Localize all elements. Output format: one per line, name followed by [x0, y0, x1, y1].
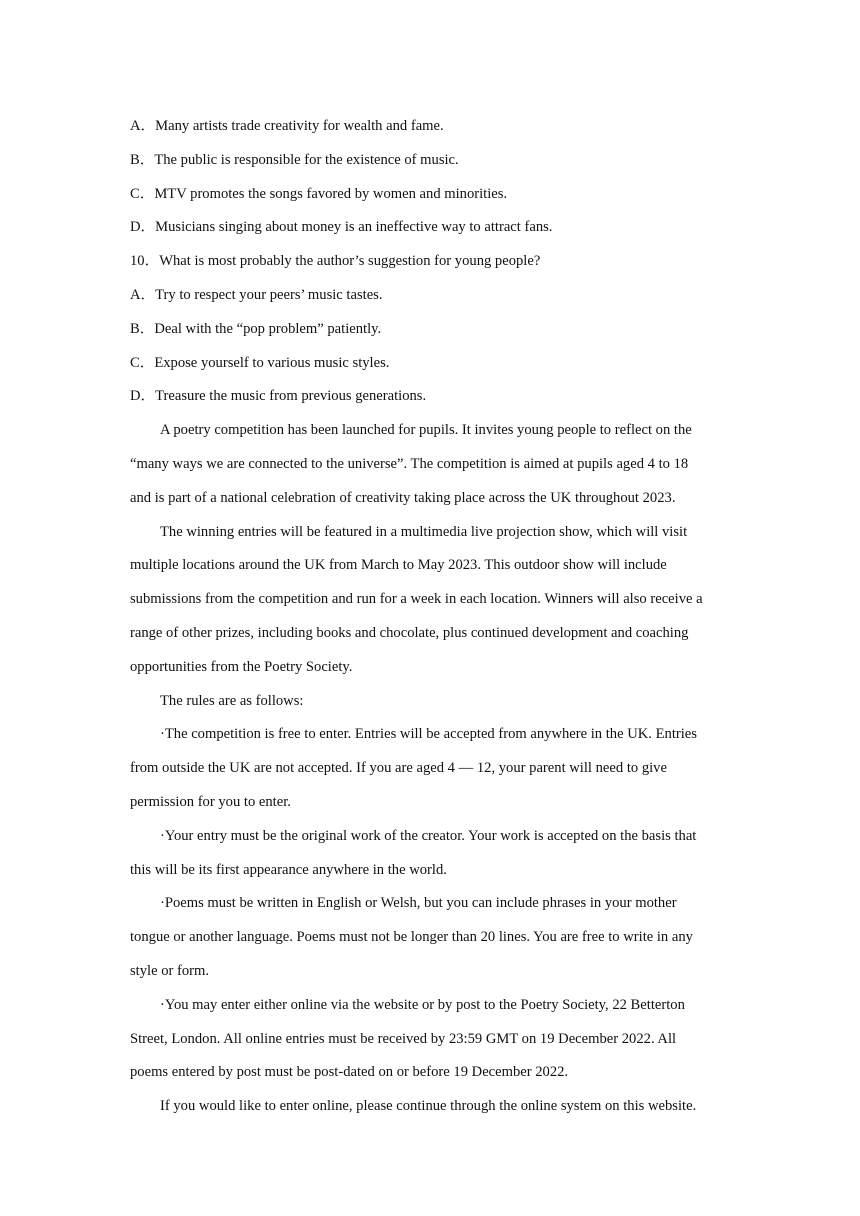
text-line: opportunities from the Poetry Society.: [130, 658, 353, 675]
text-line: and is part of a national celebration of creativity taking place across the UK throughout 2023.: [130, 489, 676, 506]
option-b: B．The public is responsible for the existence of music.: [130, 151, 459, 168]
text-line: submissions from the competition and run for a week in each location. Winners will also receive a: [130, 591, 703, 608]
text-line: from outside the UK are not accepted. If you are aged 4 — 12, your parent will need to give: [130, 760, 667, 777]
text-line: this will be its first appearance anywhere in the world.: [130, 861, 447, 878]
rule-4: [130, 989, 730, 1090]
rule-3: [130, 887, 730, 988]
question-10-stem: 10．What is most probably the author’s suggestion for young people?: [130, 253, 541, 270]
text-line: ·Poems must be written in English or Welsh, but you can include phrases in your mother: [160, 895, 677, 912]
option-b: B．Deal with the “pop problem” patiently.: [130, 320, 382, 337]
document-content: [130, 110, 730, 1124]
passage-paragraph-2: [130, 516, 730, 685]
text-line: ·The competition is free to enter. Entries will be accepted from anywhere in the UK. Entries: [160, 726, 697, 743]
option-d: D．Musicians singing about money is an ineffective way to attract fans.: [130, 219, 553, 236]
rule-2: [130, 820, 730, 888]
text-line: style or form.: [130, 962, 210, 979]
text-line: permission for you to enter.: [130, 793, 291, 810]
text-line: ·Your entry must be the original work of the creator. Your work is accepted on the basis that: [160, 827, 697, 844]
option-a: A．Try to respect your peers’ music tastes.: [130, 286, 383, 303]
option-d: D．Treasure the music from previous generations.: [130, 388, 427, 405]
passage-paragraph-1: [130, 414, 730, 515]
question-10: [130, 245, 730, 414]
option-c: C．MTV promotes the songs favored by women and minorities.: [130, 185, 508, 202]
text-line: “many ways we are connected to the universe”. The competition is aimed at pupils aged 4 to 18: [130, 455, 689, 472]
text-line: tongue or another language. Poems must not be longer than 20 lines. You are free to write in any: [130, 929, 693, 946]
text-line: poems entered by post must be post-dated on or before 19 December 2022.: [130, 1064, 569, 1081]
text-line: range of other prizes, including books and chocolate, plus continued development and coaching: [130, 624, 689, 641]
option-a: A．Many artists trade creativity for wealth and fame.: [130, 118, 444, 134]
rule-1: [130, 718, 730, 819]
closing-line: If you would like to enter online, please continue through the online system on this website.: [160, 1098, 697, 1115]
text-line: multiple locations around the UK from March to May 2023. This outdoor show will include: [130, 557, 667, 574]
rules-intro: The rules are as follows:: [160, 692, 304, 709]
text-line: A poetry competition has been launched for pupils. It invites young people to reflect on the: [160, 422, 692, 439]
option-c: C．Expose yourself to various music styles.: [130, 354, 390, 371]
question-9-options: [130, 110, 730, 245]
passage: [130, 414, 730, 1124]
text-line: The winning entries will be featured in a multimedia live projection show, which will visit: [160, 523, 688, 540]
text-line: ·You may enter either online via the website or by post to the Poetry Society, 22 Betterton: [160, 996, 685, 1013]
text-line: Street, London. All online entries must be received by 23:59 GMT on 19 December 2022. All: [130, 1030, 677, 1047]
